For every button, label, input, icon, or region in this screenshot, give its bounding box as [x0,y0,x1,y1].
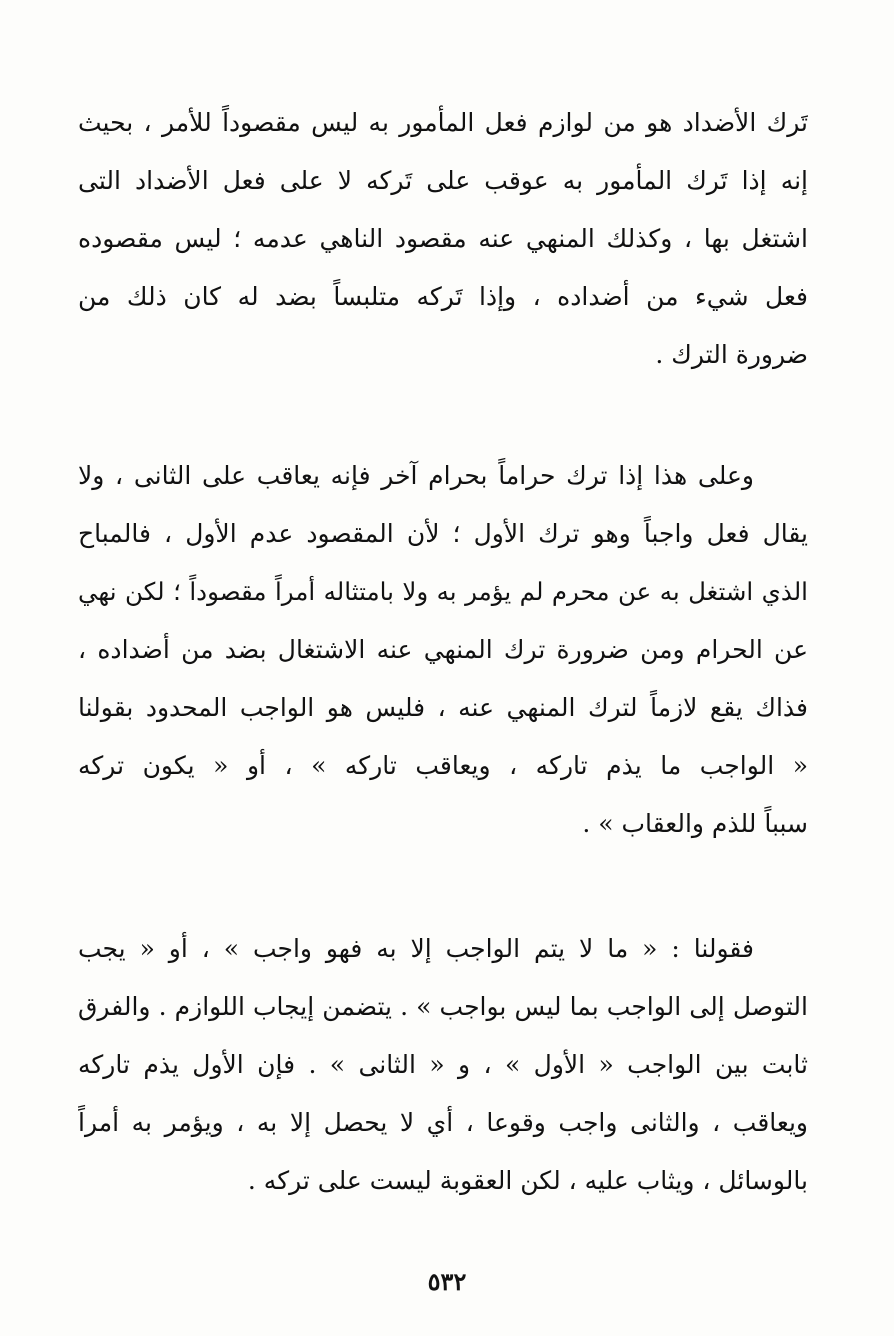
text-line: عن الحرام ومن ضرورة ترك المنهي عنه الاشتغال بضد من أضداده ، [78,635,808,664]
text-line: فقولنا : « ما لا يتم الواجب إلا به فهو واجب » ، أو « يجب [78,934,754,963]
text-line: الذي اشتغل به عن محرم لم يؤمر به ولا بامتثاله أمراً مقصوداً ؛ لكن نهي [78,577,808,606]
paragraph-2 [78,447,808,853]
text-line: ويعاقب ، والثانى واجب وقوعا ، أي لا يحصل إلا به ، ويؤمر به أمراً [78,1108,808,1137]
text-line: إنه إذا تَرك المأمور به عوقب على تَركه لا على فعل الأضداد التى [78,166,808,195]
text-line: تَرك الأضداد هو من لوازم فعل المأمور به ليس مقصوداً للأمر ، بحيث [78,108,808,137]
text-line: التوصل إلى الواجب بما ليس بواجب » . يتضمن إيجاب اللوازم . والفرق [78,992,808,1021]
text-line: يقال فعل واجباً وهو ترك الأول ؛ لأن المقصود عدم الأول ، فالمباح [78,519,808,548]
text-line: سبباً للذم والعقاب » . [582,809,808,838]
text-line: فعل شيء من أضداده ، وإذا تَركه متلبساً بضد له كان ذلك من [78,282,808,311]
page-number: ٥٣٢ [427,1267,467,1296]
paragraph-1 [78,94,808,384]
text-line: بالوسائل ، ويثاب عليه ، لكن العقوبة ليست على تركه . [247,1166,808,1195]
text-line: وعلى هذا إذا ترك حراماً بحرام آخر فإنه يعاقب على الثانى ، ولا [78,461,754,490]
text-line: ثابت بين الواجب « الأول » ، و « الثانى » . فإن الأول يذم تاركه [78,1050,808,1079]
text-line: اشتغل بها ، وكذلك المنهي عنه مقصود الناهي عدمه ؛ ليس مقصوده [78,224,808,253]
text-line: « الواجب ما يذم تاركه ، ويعاقب تاركه » ، أو « يكون تركه [78,751,808,780]
text-line: ضرورة الترك . [655,340,808,369]
paragraph-3 [78,920,808,1210]
text-line: فذاك يقع لازماً لترك المنهي عنه ، فليس هو الواجب المحدود بقولنا [78,693,808,722]
